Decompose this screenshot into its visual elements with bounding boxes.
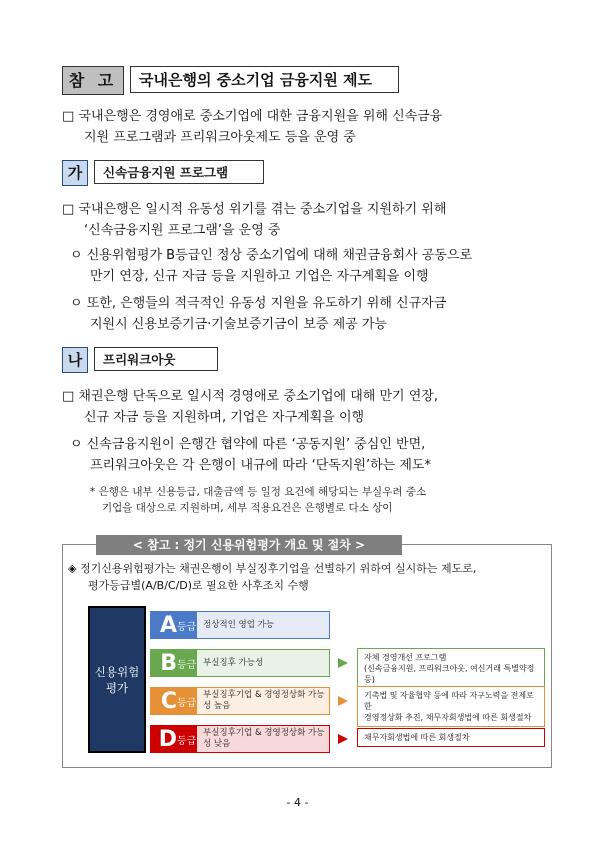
grade-b-desc: 부실징후 가능성 [197, 650, 329, 676]
grade-a-desc: 정상적인 영업 가능 [197, 612, 329, 638]
ref-line-1: 정기신용위험평가는 채권은행이 부실징후기업을 선별하기 위하여 실시하는 제도로, [79, 562, 477, 575]
na-p2-line-2: 프리워크아웃은 각 은행이 내규에 따라 ‘단독지원’하는 제도* [90, 458, 431, 473]
grade-a-letter: A [159, 612, 177, 638]
ga-p1-line-2: ‘신속금융지원 프로그램’을 운영 중 [84, 223, 281, 238]
grade-c-desc: 부실징후기업 & 경영정상화 가능성 높음 [197, 688, 329, 714]
ref-line-2: 평가등급별(A/B/C/D)로 필요한 사후조치 수행 [88, 579, 309, 592]
section-tag-na: 나 [62, 347, 88, 373]
intro-line-1: 국내은행은 경영애로 중소기업에 대한 금융지원을 위해 신속금융 [78, 109, 443, 124]
section-na-paragraph-1: □ 채권은행 단독으로 일시적 경영애로 중소기업에 대해 만기 연장, 신규 자금 등을 지원하며, 기업은 자구계획을 이행 [62, 386, 542, 428]
footnote-line-1: * 은행은 내부 신용등급, 대출금액 등 일정 요건에 해당되는 부실우려 중소 [90, 486, 427, 498]
ga-p1-line-1: 국내은행은 일시적 유동성 위기를 겪는 중소기업을 지원하기 위해 [78, 202, 447, 217]
result-box-c [357, 686, 545, 727]
grade-a-badge [151, 612, 197, 638]
result-b-line-1: 자체 경영개선 프로그램 [364, 653, 447, 662]
credit-risk-evaluation-box [88, 606, 146, 753]
grade-b-badge [151, 650, 197, 676]
grade-b-letter: B [160, 650, 177, 676]
footnote [90, 484, 540, 516]
ga-p2-line-2: 만기 연장, 신규 자금 등을 지원하고 기업은 자구계획을 이행 [90, 269, 429, 284]
na-p2-line-1: 신속금융지원이 은행간 협약에 따른 ‘공동지원’ 중심인 반면, [86, 437, 426, 452]
grade-d-letter: D [158, 726, 177, 752]
intro-paragraph [62, 106, 542, 148]
grade-c-badge [151, 688, 197, 714]
page-title: 국내은행의 중소기업 금융지원 제도 [130, 66, 399, 93]
section-title-na: 프리워크아웃 [94, 347, 218, 371]
na-p1-line-1: 채권은행 단독으로 일시적 경영애로 중소기업에 대해 만기 연장, [78, 389, 438, 404]
grade-b-suffix: 등급 [177, 659, 197, 671]
result-b-line-2: (신속금융지원, 프리워크아웃, 여신거래 특별약정 등) [364, 664, 535, 684]
header-tag: 참 고 [62, 66, 124, 95]
square-bullet: □ [62, 109, 75, 124]
diamond-bullet: ◈ [68, 562, 77, 575]
grade-c-suffix: 등급 [177, 697, 197, 709]
section-ga-paragraph-1: □ 국내은행은 일시적 유동성 위기를 겪는 중소기업을 지원하기 위해 ‘신속금융지원 프로그램’을 운영 중 [62, 199, 542, 241]
section-tag-ga: 가 [62, 160, 88, 186]
reference-box-title: < 참고 : 정기 신용위험평가 개요 및 절차 > [96, 535, 402, 555]
grade-b-row [150, 649, 330, 677]
page-number: - 4 - [286, 796, 309, 809]
grade-d-badge [151, 726, 197, 752]
grade-d-row [150, 725, 330, 753]
section-title-ga: 신속금융지원 프로그램 [94, 160, 264, 184]
result-box-d [357, 728, 545, 747]
section-ga-paragraph-2: ㅇ 신용위험평가 B등급인 정상 중소기업에 대해 채권금융회사 공동으로 만기 연장, 신규 자금 등을 지원하고 기업은 자구계획을 이행 [70, 245, 542, 287]
left-label-1: 신용위험 [94, 664, 140, 679]
result-c-line-1: 기촉법 및 자율협약 등에 따라 자구노력을 전제로 한 [364, 691, 534, 711]
arrow-right-icon [338, 734, 348, 744]
arrow-right-icon [338, 658, 348, 668]
footnote-line-2: 기업을 대상으로 지원하며, 세부 적용요건은 은행별로 다소 상이 [102, 502, 393, 514]
result-box-b [357, 648, 545, 689]
grade-c-row [150, 687, 330, 715]
section-ga-paragraph-3: ㅇ 또한, 은행들의 적극적인 유동성 지원을 유도하기 위해 신규자금 지원시 신용보증기금·기술보증기금이 보증 제공 가능 [70, 293, 542, 335]
grade-d-suffix: 등급 [177, 735, 197, 747]
left-label-2: 평가 [105, 680, 129, 695]
ga-p2-line-1: 신용위험평가 B등급인 정상 중소기업에 대해 채권금융회사 공동으로 [86, 248, 473, 263]
arrow-right-icon [338, 696, 348, 706]
result-d-line-1: 채무자회생법에 따른 회생절차 [364, 733, 470, 742]
ga-p3-line-1: 또한, 은행들의 적극적인 유동성 지원을 유도하기 위해 신규자금 [86, 296, 447, 311]
intro-line-2: 지원 프로그램과 프리워크아웃제도 등을 운영 중 [84, 130, 356, 145]
grade-a-row [150, 611, 330, 639]
ga-p3-line-2: 지원시 신용보증기금·기술보증기금이 보증 제공 가능 [90, 317, 387, 332]
grade-c-letter: C [160, 688, 177, 714]
reference-description [68, 560, 548, 594]
na-p1-line-2: 신규 자금 등을 지원하며, 기업은 자구계획을 이행 [84, 410, 365, 425]
result-c-line-2: 경영정상화 추진, 채무자회생법에 따른 회생절차 [364, 713, 532, 722]
grade-d-desc: 부실징후기업 & 경영정상화 가능성 낮음 [197, 726, 329, 752]
section-na-paragraph-2: ㅇ 신속금융지원이 은행간 협약에 따른 ‘공동지원’ 중심인 반면, 프리워크아웃은 각 은행이 내규에 따라 ‘단독지원’하는 제도* [70, 434, 542, 476]
grade-a-suffix: 등급 [177, 621, 197, 633]
